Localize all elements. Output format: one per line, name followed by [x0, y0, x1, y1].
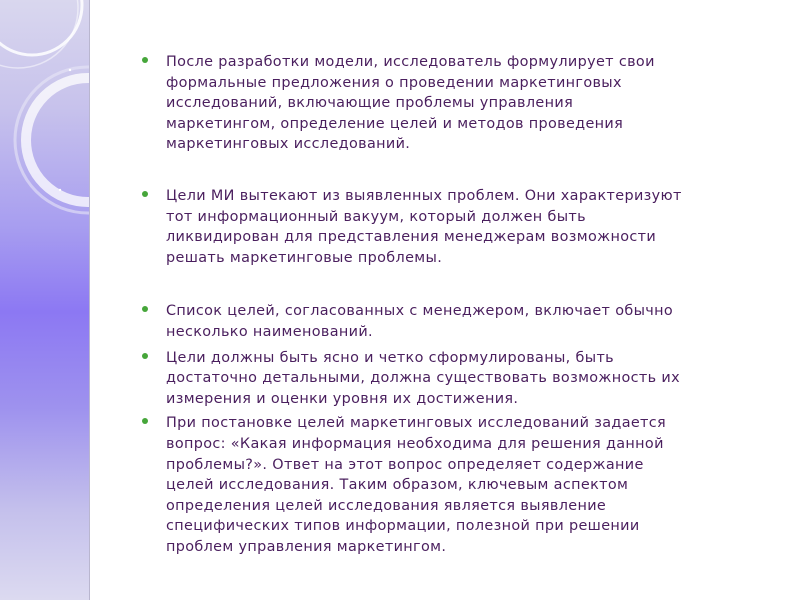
bullet-line: целей исследования. Таким образом, ключевым аспектом — [166, 477, 629, 494]
bullet-line: достаточно детальными, должна существовать возможность их — [166, 370, 680, 387]
bullet-line: маркетингом, определение целей и методов проведения — [166, 115, 624, 132]
bullet-dot-icon — [142, 353, 148, 359]
bullet-line: Цели должны быть ясно и четко сформулированы, быть — [166, 349, 615, 366]
bullet-item-5 — [142, 413, 782, 557]
bullet-line: ликвидирован для представления менеджерам возможности — [166, 229, 657, 246]
bullet-line: несколько наименований. — [166, 323, 373, 340]
bullet-line: исследований, включающие проблемы управления — [166, 95, 574, 112]
bullet-line: проблемы?». Ответ на этот вопрос определяет содержание — [166, 456, 644, 473]
bullet-dot-icon — [142, 306, 148, 312]
slide-content — [142, 52, 782, 557]
bullet-line: тот информационный вакуум, который должен быть — [166, 208, 586, 225]
bullet-item-1 — [142, 52, 782, 155]
bullet-line: При постановке целей маркетинговых исследований задается — [166, 415, 667, 432]
bullet-item-2 — [142, 186, 782, 268]
bullet-line: специфических типов информации, полезной при решении — [166, 518, 640, 535]
bullet-dot-icon — [142, 191, 148, 197]
bullet-line: Список целей, согласованных с менеджером, включает обычно — [166, 303, 674, 320]
bullet-dot-icon — [142, 418, 148, 424]
bullet-line: решать маркетинговые проблемы. — [166, 249, 443, 266]
sidebar-divider — [89, 0, 90, 600]
bullet-line: вопрос: «Какая информация необходима для решения данной — [166, 435, 664, 452]
bullet-line: После разработки модели, исследователь формулирует свои — [166, 54, 655, 70]
bullet-line: Цели МИ вытекают из выявленных проблем. Они характеризуют — [166, 187, 682, 204]
decorative-sidebar — [0, 0, 89, 600]
bullet-line: маркетинговых исследований. — [166, 136, 411, 153]
bullet-line: определения целей исследования является выявление — [166, 497, 607, 514]
bullet-item-3 — [142, 301, 782, 342]
bullet-line: проблем управления маркетингом. — [166, 538, 447, 555]
bullet-item-4 — [142, 348, 782, 410]
bullet-dot-icon — [142, 57, 148, 63]
bullet-line: формальные предложения о проведении маркетинговых — [166, 74, 622, 91]
bullet-line: измерения и оценки уровня их достижения. — [166, 390, 519, 407]
